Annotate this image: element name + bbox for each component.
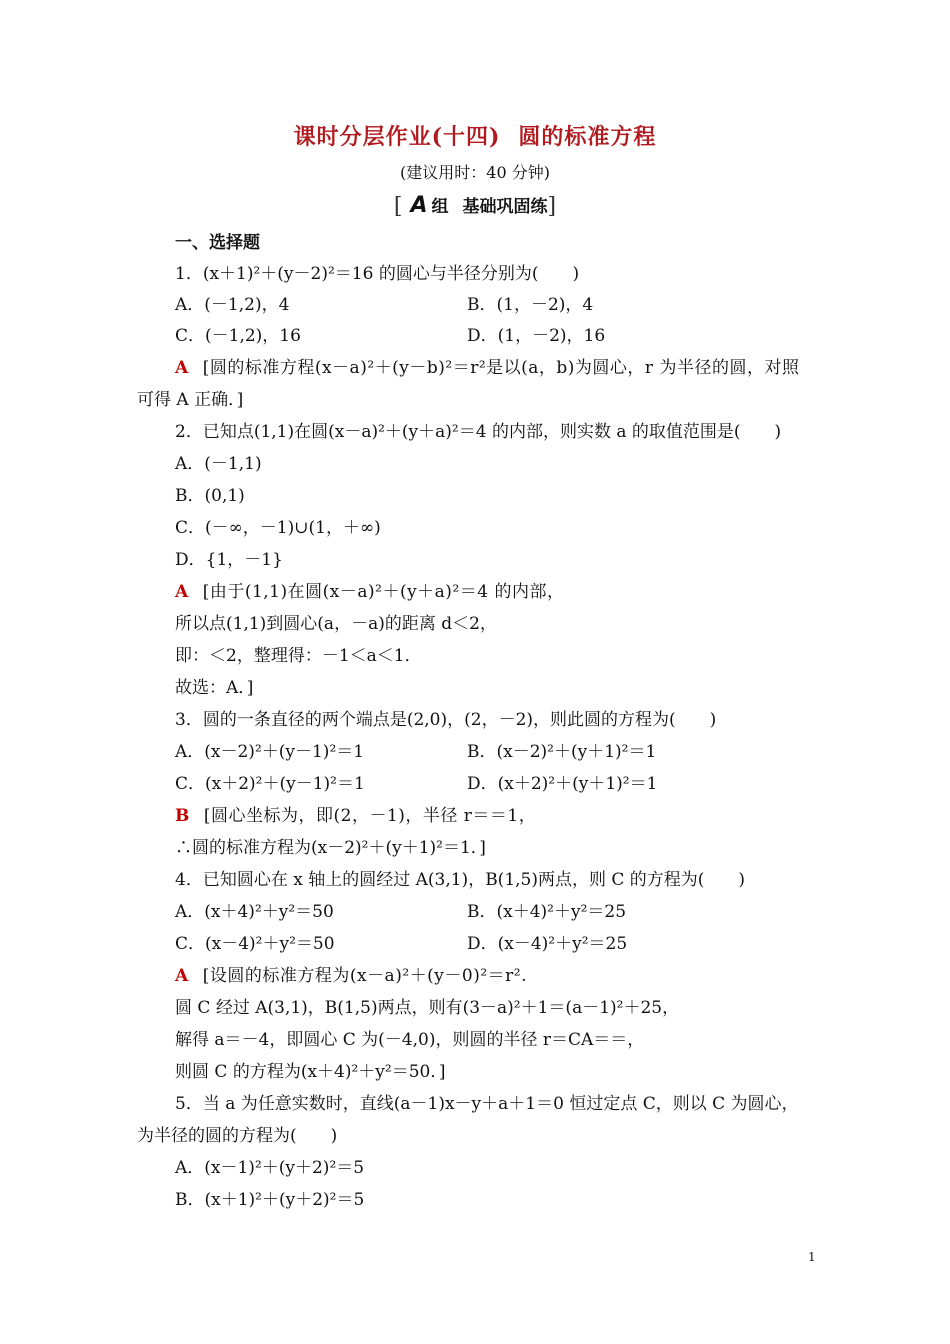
text-line: [175, 485, 245, 507]
line-text: D．{1，－1}: [175, 550, 283, 570]
line-text: 故选：A．]: [175, 678, 254, 698]
text-line: [137, 1125, 337, 1147]
line-text: 解得 a＝－4，即圆心 C 为(－4,0)，则圆的半径 r＝CA＝＝，: [175, 1030, 645, 1050]
answer-line: [175, 805, 536, 827]
text-line: [175, 869, 745, 891]
line-text: C．(－1,2)，16: [175, 326, 301, 346]
suggested-time: (建议用时：40 分钟): [400, 163, 550, 182]
text-line: [175, 294, 289, 316]
answer-letter: A: [175, 358, 189, 378]
line-text: 3．圆的一条直径的两个端点是(2,0)，(2，－2)，则此圆的方程为( ): [175, 710, 717, 730]
line-text: B．(x－2)²＋(y＋1)²＝1: [467, 742, 657, 762]
line-text: B．(x＋1)²＋(y＋2)²＝5: [175, 1190, 365, 1210]
text-line: [175, 773, 365, 795]
answer-line: [175, 357, 799, 379]
line-text: A．(x－1)²＋(y＋2)²＝5: [175, 1158, 365, 1178]
text-line: [175, 837, 486, 859]
answer-letter: A: [175, 966, 189, 986]
title-main: 课时分层作业(十四): [293, 124, 501, 150]
text-line: [175, 517, 381, 539]
text-line: [175, 1029, 644, 1051]
text-line: [175, 741, 364, 763]
text-line: [175, 1157, 364, 1179]
text-line: [467, 901, 626, 923]
line-text: 即：＜2，整理得：－1＜a＜1．: [175, 646, 422, 666]
text-line: [467, 325, 605, 347]
text-line: [175, 933, 335, 955]
line-text: [圆的标准方程(x－a)²＋(y－b)²＝r²是以(a，b)为圆心，r 为半径的圆，对照: [202, 358, 800, 378]
answer-letter: A: [175, 582, 189, 602]
text-line: [467, 741, 656, 763]
text-line: [467, 933, 627, 955]
line-text: [由于(1,1)在圆(x－a)²＋(y＋a)²＝4 的内部，: [202, 582, 565, 602]
line-text: B．(x＋4)²＋y²＝25: [467, 902, 627, 922]
text-line: [175, 1093, 799, 1115]
line-text: 可得 A 正确．]: [137, 390, 244, 410]
line-text: 4．已知圆心在 x 轴上的圆经过 A(3,1)，B(1,5)两点，则 C 的方程为( ): [175, 870, 746, 890]
line-text: 圆 C 经过 A(3,1)，B(1,5)两点，则有(3－a)²＋1＝(a－1)²＋25，: [175, 998, 680, 1018]
group-letter: A: [410, 193, 428, 218]
answer-line: [175, 965, 527, 987]
line-text: A．(x＋4)²＋y²＝50: [175, 902, 334, 922]
line-text: A．(－1,2)，4: [175, 295, 290, 315]
text-line: [467, 773, 657, 795]
answer-letter: B: [175, 806, 190, 826]
line-text: C．(x＋2)²＋(y－1)²＝1: [175, 774, 365, 794]
document-title: [0, 120, 950, 151]
line-text: 2．已知点(1,1)在圆(x－a)²＋(y＋a)²＝4 的内部，则实数 a 的取值范围是( ): [175, 422, 782, 442]
text-line: [175, 421, 781, 443]
section-heading: [175, 232, 260, 254]
line-text: D．(1，－2)，16: [467, 326, 606, 346]
text-line: [175, 549, 283, 571]
text-line: [175, 645, 422, 667]
line-text: [设圆的标准方程为(x－a)²＋(y－0)²＝r².: [202, 966, 527, 986]
text-line: [175, 997, 679, 1019]
right-bracket: ]: [547, 194, 557, 219]
text-line: [175, 325, 301, 347]
text-line: [175, 453, 262, 475]
answer-line: [175, 581, 564, 603]
line-text: 所以点(1,1)到圆心(a，－a)的距离 d＜2，: [175, 614, 497, 634]
page-number: 1: [808, 1250, 816, 1264]
group-heading: [0, 192, 950, 219]
line-text: C．(x－4)²＋y²＝50: [175, 934, 335, 954]
text-line: [175, 901, 334, 923]
line-text: C．(－∞，－1)∪(1，＋∞): [175, 518, 381, 538]
text-line: [175, 613, 497, 635]
left-bracket: [: [393, 194, 403, 219]
text-line: [175, 709, 716, 731]
group-name: 基础巩固练: [462, 197, 548, 217]
text-line: [175, 1189, 364, 1211]
line-text: A．(－1,1): [175, 454, 262, 474]
line-text: 为半径的圆的方程为( ): [137, 1126, 338, 1146]
line-text: D．(x－4)²＋y²＝25: [467, 934, 628, 954]
line-text: B．(1，－2)，4: [467, 295, 594, 315]
text-line: [175, 677, 253, 699]
line-text: D．(x＋2)²＋(y＋1)²＝1: [467, 774, 658, 794]
text-line: [467, 294, 593, 316]
text-line: [175, 1061, 445, 1083]
line-text: [圆心坐标为，即(2，－1)，半径 r＝＝1，: [203, 806, 537, 826]
line-text: A．(x－2)²＋(y－1)²＝1: [175, 742, 365, 762]
title-topic: 圆的标准方程: [518, 124, 657, 150]
text-line: [175, 263, 579, 285]
line-text: 则圆 C 的方程为(x＋4)²＋y²＝50．]: [175, 1062, 446, 1082]
line-text: 一、选择题: [175, 233, 260, 253]
group-word: 组: [431, 197, 449, 217]
line-text: ∴圆的标准方程为(x－2)²＋(y＋1)²＝1．]: [175, 838, 486, 858]
line-text: B．(0,1): [175, 486, 245, 506]
line-text: 5．当 a 为任意实数时，直线(a－1)x－y＋a＋1＝0 恒过定点 C，则以 C 为圆心，: [175, 1094, 799, 1114]
line-text: 1．(x＋1)²＋(y－2)²＝16 的圆心与半径分别为( ): [175, 264, 580, 284]
text-line: [137, 389, 243, 411]
